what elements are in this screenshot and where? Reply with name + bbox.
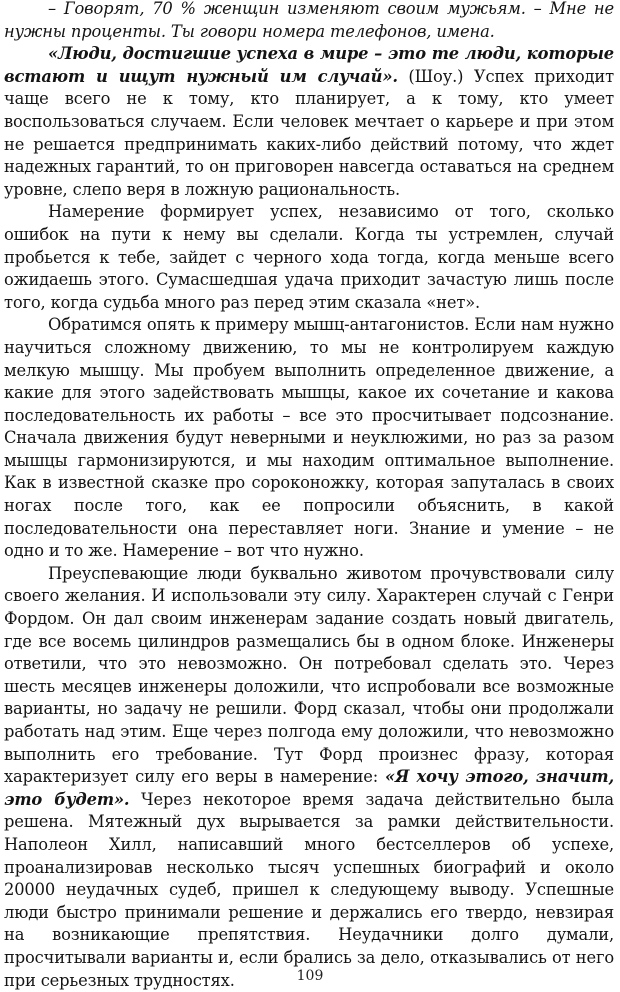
paragraph-shaw-quote <box>4 43 614 201</box>
paragraph-text: Преуспевающие люди буквально животом прочувствовали силу своего желания. И использовали эту силу. Характерен случай с Генри Фордом. Он дал своим инженерам задание создать новый двигатель, где все восемь цилиндров размещались бы в одном блоке. Инженеры ответили, что это невозможно. Он потребовал сделать это. Через шесть месяцев инженеры доложили, что испробовали все возможные варианты, но задачу не решили. Форд сказал, чтобы они продолжали работать над этим. Еще через полгода ему доложили, что невозможно выполнить его требование. Тут Форд произнес фразу, которая характеризует силу его веры в намерение: <box>4 563 614 787</box>
paragraph-text: (Шоу.) Успех приходит чаще всего не к тому, кто планирует, а к тому, кто умеет воспользоваться случаем. Если человек мечтает о карьере и при этом не решается предпринимать каких-либо действий потому, что ждет надежных гарантий, то он приговорен навсегда оставаться на среднем уровне, слепо веря в ложную рациональность. <box>4 66 614 199</box>
page-number: 109 <box>296 968 324 984</box>
paragraph-intention <box>4 201 614 314</box>
italic-dialogue: – Говорят, 70 % женщин изменяют своим мужьям. – Мне не нужны проценты. Ты говори номера телефонов, имена. <box>4 0 614 41</box>
bold-italic-quote: «Я хочу этого, значит, это будет». <box>4 767 615 809</box>
paragraph-text: Через некоторое время задача действительно была решена. Мятежный дух вырывается за рамки действительности. Наполеон Хилл, написавший много бестселлеров об успехе, проанализировав несколько тысяч успешных биографий и около 20000 неудачных судеб, пришел к следующему выводу. Успешные люди быстро принимали решение и держались его твердо, невзирая на возникающие препятствия. Неудачники долго думали, просчитывали варианты и, если брались за дело, отказывались от него при серьезных трудностях. <box>4 789 614 990</box>
paragraph-text: Намерение формирует успех, независимо от того, сколько ошибок на пути к нему вы сделали. Когда ты устремлен, случай пробьется к тебе, зайдет с черного хода тогда, когда меньше всего ожидаешь этого. Сумасшедшая удача приходит зачастую лишь после того, когда судьба много раз перед этим сказала «нет». <box>4 202 614 312</box>
paragraph-text: Обратимся опять к примеру мышц-антагонистов. Если нам нужно научиться сложному движению, то мы не контролируем каждую мелкую мышцу. Мы пробуем выполнить определенное движение, а какие для этого задействовать мышцы, какое их сочетание и какова последовательность их работы – все это просчитывает подсознание. Сначала движения будут неверными и неуклюжими, но раз за разом мышцы гармонизируются, и мы находим оптимальное выполнение. Как в известной сказке про сороконожку, которая запуталась в своих ногах после того, как ее попросили объяснить, в какой последовательности она переставляет ноги. Знание и умение – не одно и то же. Намерение – вот что нужно. <box>4 315 614 561</box>
paragraph-muscles <box>4 314 614 563</box>
bold-italic-quote: «Люди, достигшие успеха в мире – это те люди, которые встают и ищут нужный им случай». <box>4 44 614 86</box>
body-text <box>4 0 614 992</box>
paragraph-dialogue <box>4 0 614 43</box>
paragraph-ford <box>4 563 614 992</box>
